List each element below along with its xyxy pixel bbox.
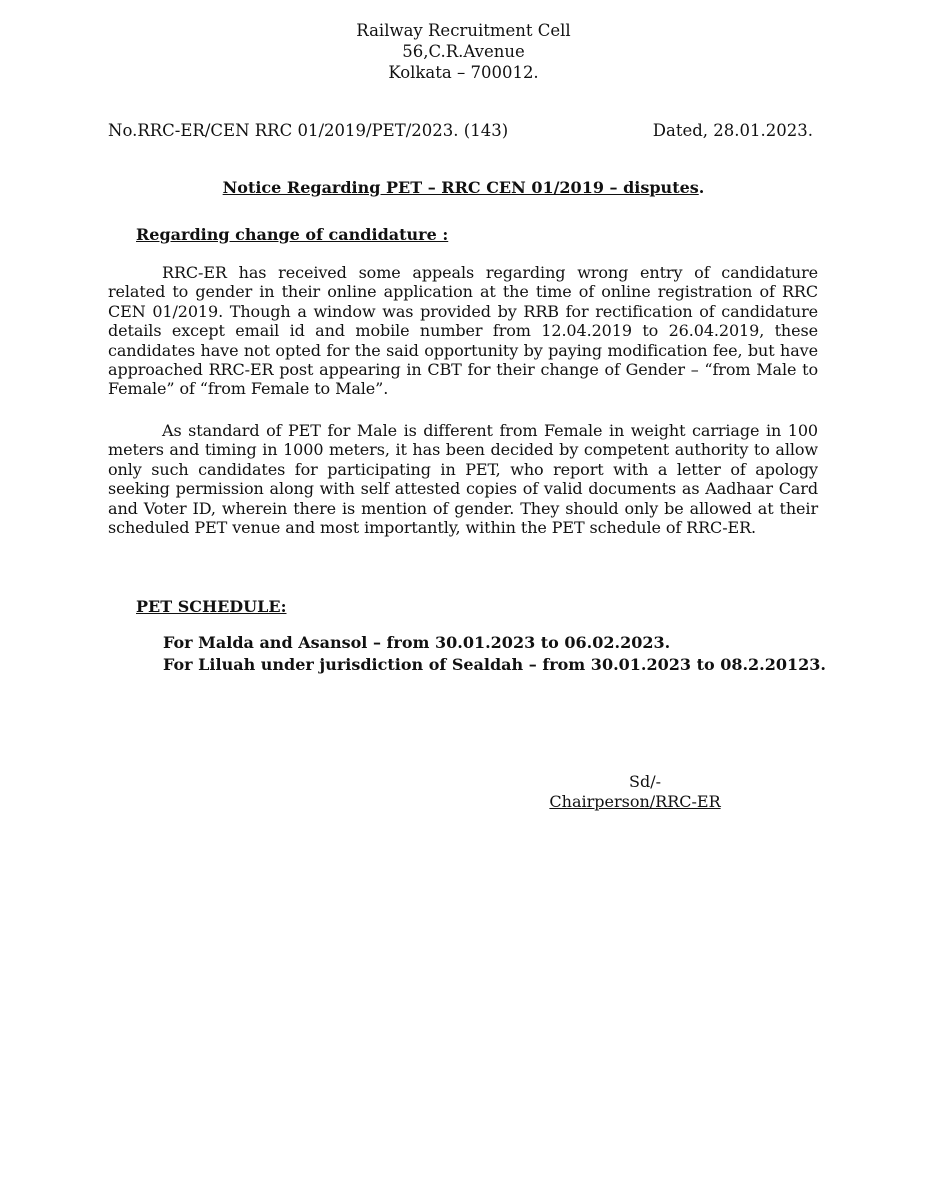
schedule-list	[163, 632, 863, 676]
signature-block	[520, 772, 750, 812]
schedule-heading: PET SCHEDULE:	[136, 597, 287, 616]
letterhead	[0, 20, 927, 83]
signature-sd: Sd/-	[629, 772, 661, 791]
signature-title: Chairperson/RRC-ER	[549, 792, 721, 811]
candidature-paragraph-2: As standard of PET for Male is different from Female in weight carriage in 100 meters and timing in 1000 meters, it has been decided by competent authority to allow only such candidates for participating in PET, who report with a letter of apology seeking permission along with self attested copies of valid documents as Aadhaar Card and Voter ID, wherein there is mention of gender. They should only be allowed at their scheduled PET venue and most importantly, within the PET schedule of RRC-ER.	[108, 421, 818, 538]
candidature-paragraph-1: RRC-ER has received some appeals regarding wrong entry of candidature related to gender in their online application at the time of online registration of RRC CEN 01/2019. Though a window was provided by RRB for rectification of candidature details except email id and mobile number from 12.04.2019 to 26.04.2019, these candidates have not opted for the said opportunity by paying modification fee, but have approached RRC-ER post appearing in CBT for their change of Gender – “from Male to Female” of “from Female to Male”.	[108, 263, 818, 399]
letterhead-address: 56,C.R.Avenue	[402, 42, 525, 61]
notice-title-text: Notice Regarding PET – RRC CEN 01/2019 – disputes	[222, 178, 699, 197]
letterhead-office: Railway Recruitment Cell	[356, 21, 571, 40]
letterhead-city: Kolkata – 700012.	[388, 63, 539, 82]
schedule-item-malda-asansol: For Malda and Asansol – from 30.01.2023 to 06.02.2023.	[163, 633, 671, 652]
notice-title-end: .	[698, 178, 705, 197]
notice-title	[0, 177, 927, 199]
schedule-item-liluah: For Liluah under jurisdiction of Sealdah – from 30.01.2023 to 08.2.20123.	[163, 655, 826, 674]
reference-number: No.RRC-ER/CEN RRC 01/2019/PET/2023. (143)	[108, 121, 509, 140]
reference-date: Dated, 28.01.2023.	[652, 121, 813, 140]
candidature-heading: Regarding change of candidature :	[136, 225, 449, 244]
